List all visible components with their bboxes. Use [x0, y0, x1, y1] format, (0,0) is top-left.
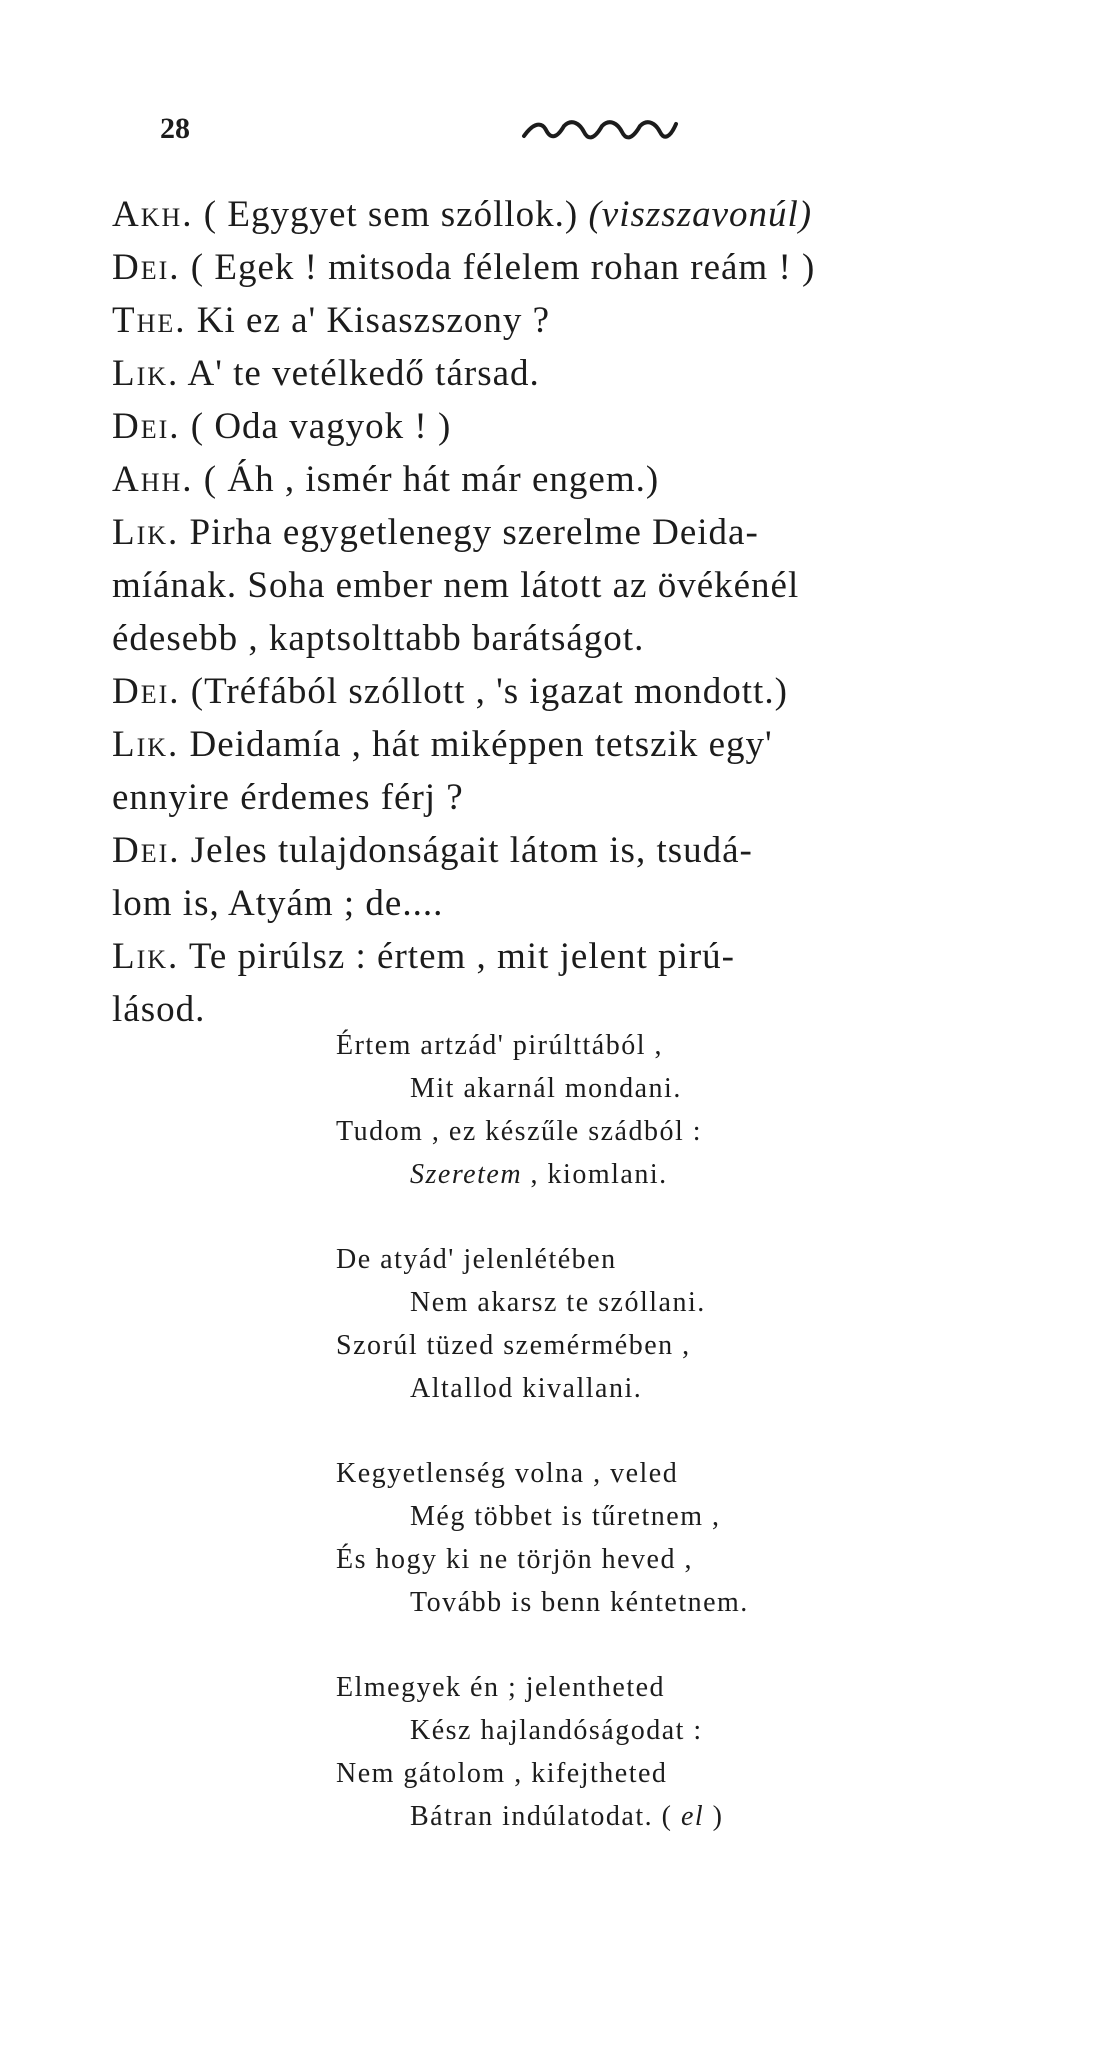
dialogue-continuation [112, 877, 1097, 930]
line-text: ( Oda vagyok ! ) [180, 406, 452, 447]
dialogue-line [112, 347, 1097, 400]
dialogue-continuation [112, 612, 1097, 665]
speaker-name: Lik. [112, 353, 180, 394]
dialogue-line [112, 188, 1097, 241]
stanza [336, 1452, 749, 1624]
dialogue-line [112, 453, 1097, 506]
verse-line: Altallod kivallani. [410, 1373, 643, 1404]
speaker-name: Ahh. [112, 459, 194, 500]
speaker-name: Dei. [112, 247, 181, 288]
speaker-name: Lik. [112, 936, 180, 977]
line-text: A' te vetélkedő társad. [179, 353, 540, 394]
stanza [336, 1666, 749, 1838]
verse-line: De atyád' jelenlétében [336, 1244, 617, 1275]
line-text: (Tréfából szóllott , 's igazat mondott.) [180, 671, 788, 712]
line-text: Jeles tulajdonságait látom is, tsudá- [180, 830, 753, 871]
verse-line: Értem artzád' pirúlttából , [336, 1030, 663, 1061]
dialogue-line [112, 400, 1097, 453]
line-text: Deidamía , hát miképpen tetszik egy' [179, 724, 773, 765]
verse-line: Nem gátolom , kifejtheted [336, 1758, 668, 1789]
verse-line: Kész hajlandóságodat : [410, 1715, 703, 1746]
song-verse [336, 1024, 749, 1838]
line-text: míának. Soha ember nem látott az övékénél [112, 565, 800, 606]
speaker-name: Dei. [112, 830, 181, 871]
dialogue-line [112, 506, 1097, 559]
line-text: édesebb , kaptsolttabb barátságot. [112, 618, 645, 659]
dialogue-line [112, 930, 1097, 983]
speaker-name: The. [112, 300, 187, 341]
line-text: ( Egygyet sem szóllok.) [193, 194, 589, 235]
stanza [336, 1238, 749, 1410]
dialogue-line [112, 718, 1097, 771]
dialogue-block [112, 188, 1097, 1036]
verse-line: Nem akarsz te szóllani. [410, 1287, 706, 1318]
stage-direction: (viszszavonúl) [588, 194, 813, 235]
dialogue-line [112, 241, 1097, 294]
verse-line [336, 1795, 749, 1838]
dialogue-line [112, 824, 1097, 877]
verse-line [336, 1153, 749, 1196]
line-text: lom is, Atyám ; de.... [112, 883, 444, 924]
verse-line: Tudom , ez készűle szádból : [336, 1116, 703, 1147]
dialogue-line [112, 665, 1097, 718]
line-text: ennyire érdemes férj ? [112, 777, 464, 818]
verse-text: , kiomlani. [522, 1159, 668, 1190]
stanza [336, 1024, 749, 1196]
line-text: ( Egek ! mitsoda félelem rohan reám ! ) [180, 247, 816, 288]
verse-line: Mit akarnál mondani. [410, 1073, 682, 1104]
verse-text: Bátran indúlatodat. ( [410, 1801, 681, 1832]
speaker-name: Lik. [112, 724, 180, 765]
verse-line: Szorúl tüzed szemérmében , [336, 1330, 691, 1361]
verse-line: Még többet is tűretnem , [410, 1501, 721, 1532]
line-text: Pirha egygetlenegy szerelme Deida- [179, 512, 759, 553]
page-number: 28 [160, 112, 190, 145]
verse-line: És hogy ki ne törjön heved , [336, 1544, 693, 1575]
verse-line: Kegyetlenség volna , veled [336, 1458, 679, 1489]
verse-line: Elmegyek én ; jelentheted [336, 1672, 666, 1703]
emphasized-word: Szeretem [410, 1159, 523, 1190]
dialogue-continuation [112, 559, 1097, 612]
verse-line: Tovább is benn kéntetnem. [410, 1587, 749, 1618]
speaker-name: Dei. [112, 406, 181, 447]
ornament-flourish [520, 114, 680, 144]
stage-direction: el [680, 1801, 705, 1832]
speaker-name: Dei. [112, 671, 181, 712]
line-text: Ki ez a' Kisaszszony ? [186, 300, 551, 341]
speaker-name: Akh. [112, 194, 194, 235]
dialogue-line [112, 294, 1097, 347]
line-text: ( Áh , ismér hát már engem.) [193, 459, 660, 500]
dialogue-continuation [112, 771, 1097, 824]
line-text: Te pirúlsz : értem , mit jelent pirú- [179, 936, 735, 977]
verse-text: ) [704, 1801, 724, 1832]
speaker-name: Lik. [112, 512, 180, 553]
line-text: lásod. [112, 989, 206, 1030]
